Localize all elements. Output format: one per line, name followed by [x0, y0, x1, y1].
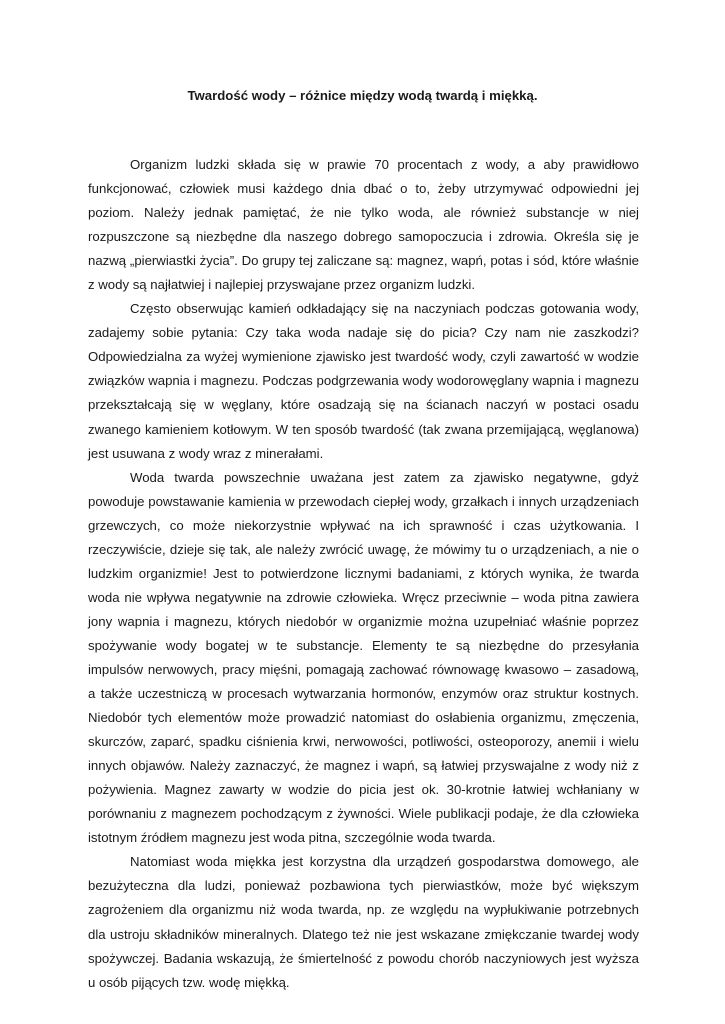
document-body: [88, 153, 639, 995]
paragraph-1: Organizm ludzki składa się w prawie 70 procentach z wody, a aby prawidłowo funkcjonować, człowiek musi każdego dnia dbać o to, żeby utrzymywać odpowiedni jej poziom. Należy jednak pamiętać, że nie tylko woda, ale również substancje w niej rozpuszczone są niezbędne dla naszego dobrego samopoczucia i zdrowia. Określa się je nazwą „pierwiastki życia”. Do grupy tej zaliczane są: magnez, wapń, potas i sód, które właśnie z wody są najłatwiej i najlepiej przyswajane przez organizm ludzki.: [88, 157, 639, 293]
paragraph-3: Woda twarda powszechnie uważana jest zatem za zjawisko negatywne, gdyż powoduje powstawanie kamienia w przewodach ciepłej wody, grzałkach i innych urządzeniach grzewczych, co może niekorzystnie wpływać na ich sprawność i czas użytkowania. I rzeczywiście, dzieje się tak, ale należy zwrócić uwagę, że mówimy tu o urządzeniach, a nie o ludzkim organizmie! Jest to potwierdzone licznymi badaniami, z których wynika, że twarda woda nie wpływa negatywnie na zdrowie człowieka. Wręcz przeciwnie – woda pitna zawiera jony wapnia i magnezu, których niedobór w organizmie można uzupełniać właśnie poprzez spożywanie wody bogatej w te substancje. Elementy te są niezbędne do przesyłania impulsów nerwowych, pracy mięśni, pomagają zachować równowagę kwasowo – zasadową, a także uczestniczą w procesach wytwarzania hormonów, enzymów oraz struktur kostnych. Niedobór tych elementów może prowadzić natomiast do osłabienia organizmu, zmęczenia, skurczów, zaparć, spadku ciśnienia krwi, nerwowości, potliwości, osteoporozy, anemii i wielu innych objawów. Należy zaznaczyć, że magnez i wapń, są łatwiej przyswajalne z wody niż z pożywienia. Magnez zawarty w wodzie do picia jest ok. 30-krotnie łatwiej wchłaniany w porównaniu z magnezem pochodzącym z żywności. Wiele publikacji podaje, że dla człowieka istotnym źródłem magnezu jest woda pitna, szczególnie woda twarda.: [88, 469, 639, 846]
paragraph-4: Natomiast woda miękka jest korzystna dla urządzeń gospodarstwa domowego, ale bezużyteczna dla ludzi, ponieważ pozbawiona tych pierwiastków, może być większym zagrożeniem dla organizmu niż woda twarda, np. ze względu na wypłukiwanie potrzebnych dla ustroju składników mineralnych. Dlatego też nie jest wskazane zmiękczanie twardej wody spożywczej. Badania wskazują, że śmiertelność z powodu chorób naczyniowych jest wyższa u osób pijących tzw. wodę miękką.: [88, 854, 639, 990]
document-title: Twardość wody – różnice między wodą twardą i miękką.: [187, 88, 538, 103]
paragraph-2: Często obserwując kamień odkładający się na naczyniach podczas gotowania wody, zadajemy sobie pytania: Czy taka woda nadaje się do picia? Czy nam nie zaszkodzi? Odpowiedzialna za wyżej wymienione zjawisko jest twardość wody, czyli zawartość w wodzie związków wapnia i magnezu. Podczas podgrzewania wody wodorowęglany wapnia i magnezu przekształcają się w węglany, które osadzają się na ścianach naczyń w postaci osadu zwanego kamieniem kotłowym. W ten sposób twardość (tak zwana przemijającą, węglanowa) jest usuwana z wody wraz z minerałami.: [88, 301, 639, 461]
